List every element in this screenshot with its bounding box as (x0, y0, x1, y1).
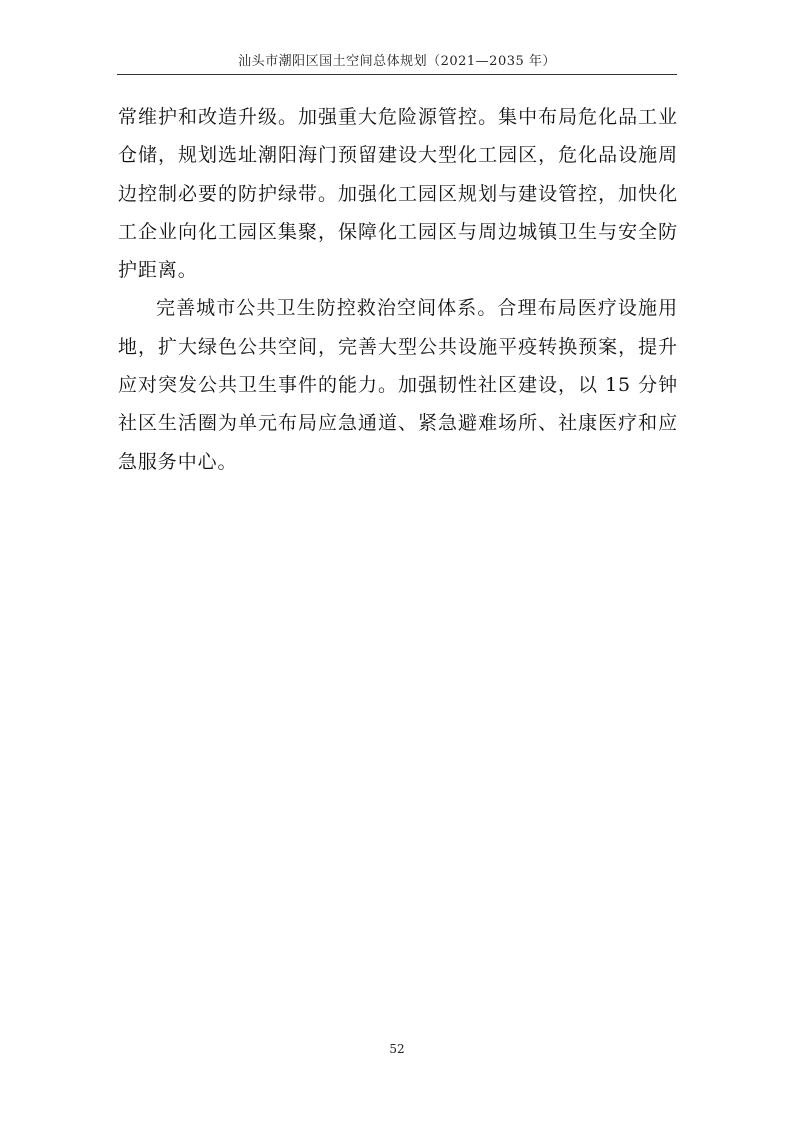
main-body (118, 98, 678, 481)
page-header-title: 汕头市潮阳区国土空间总体规划（2021—2035 年） (238, 54, 556, 69)
paragraph-public-health: 完善城市公共卫生防控救治空间体系。合理布局医疗设施用地，扩大绿色公共空间，完善大型公共设施平疫转换预案，提升应对突发公共卫生事件的能力。加强韧性社区建设，以 15 分钟社区生活圈为单元布局应急通道、紧急避难场所、社康医疗和应急服务中心。 (118, 297, 678, 473)
header-divider (117, 74, 677, 75)
page-number: 52 (389, 1042, 405, 1056)
paragraph-continued: 常维护和改造升级。加强重大危险源管控。集中布局危化品工业仓储，规划选址潮阳海门预留建设大型化工园区，危化品设施周边控制必要的防护绿带。加强化工园区规划与建设管控，加快化工企业向化工园区集聚，保障化工园区与周边城镇卫生与安全防护距离。 (118, 106, 678, 282)
